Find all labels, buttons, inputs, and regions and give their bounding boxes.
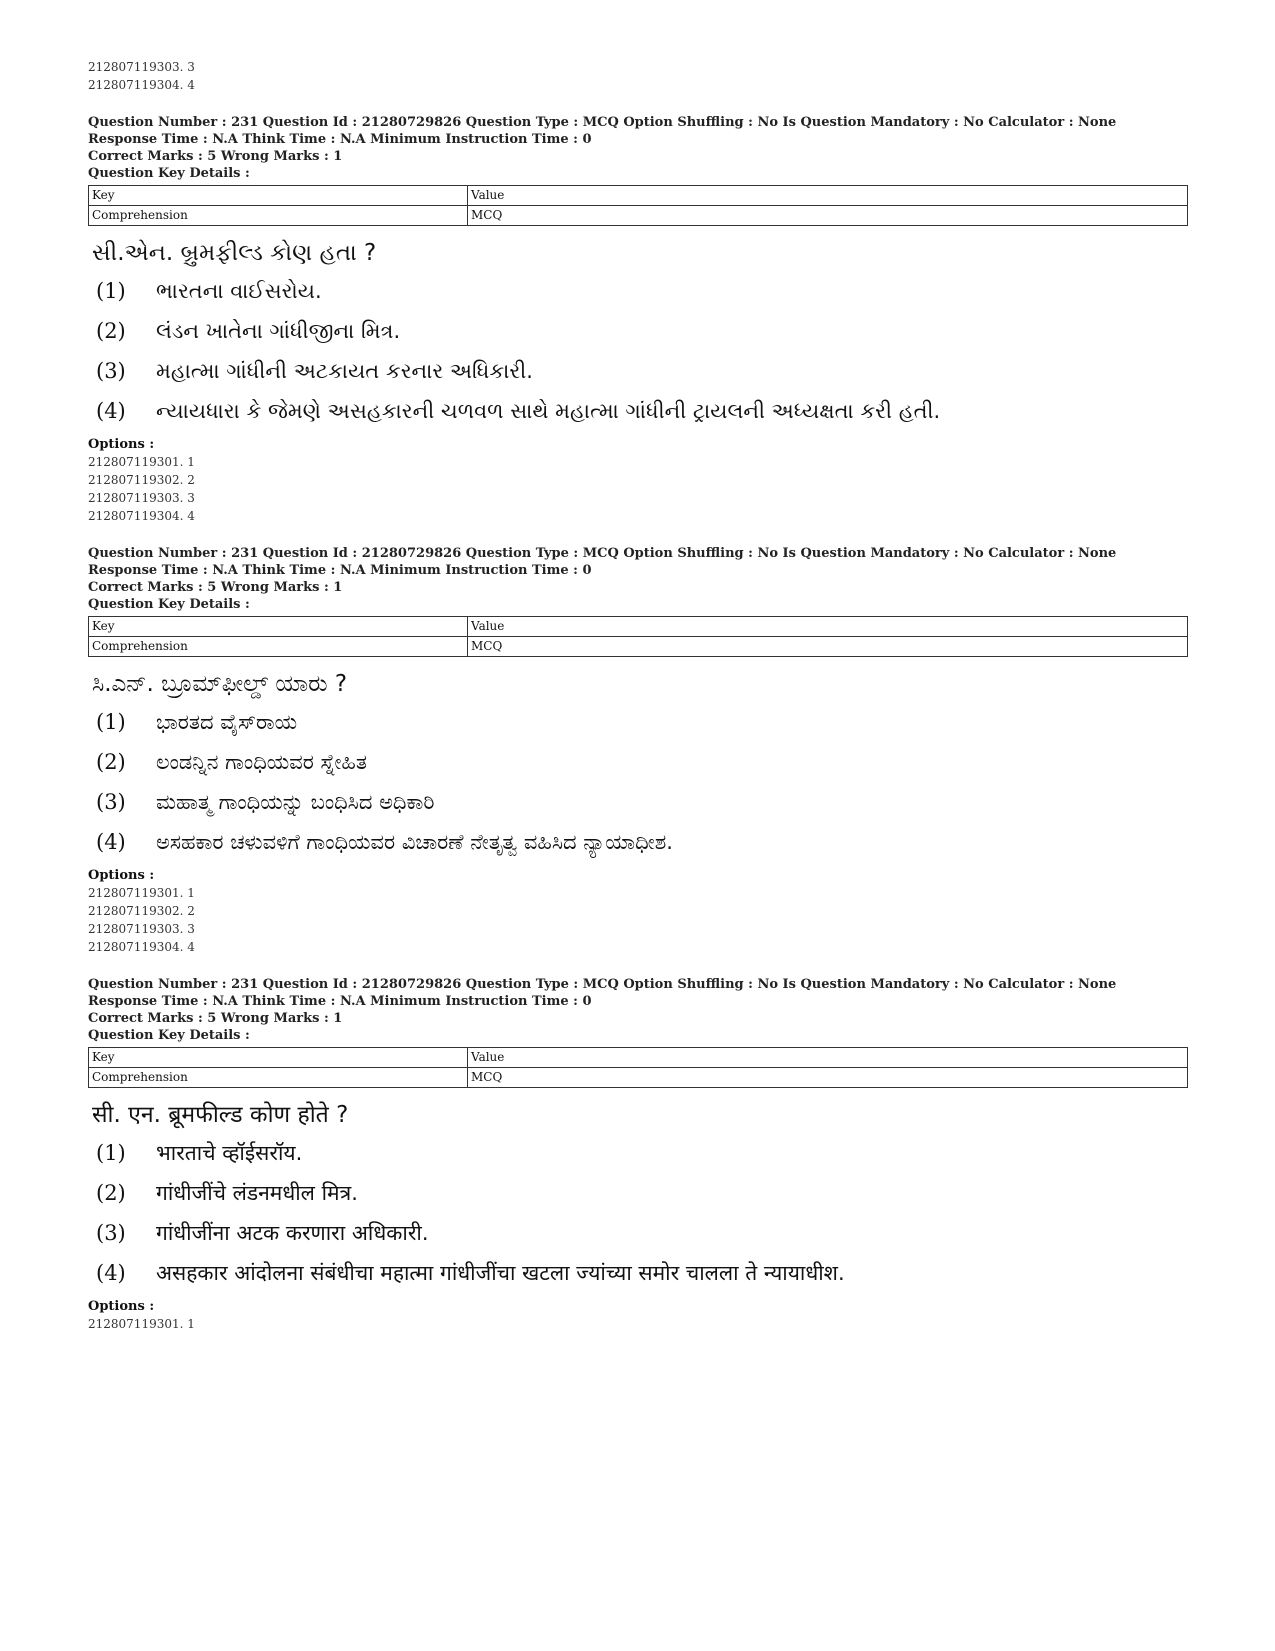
option-id-line: 212807119303. 3 [88, 922, 195, 936]
answer-option [96, 316, 1188, 346]
answer-option [96, 396, 1188, 426]
option-text: असहकार आंदोलना संबंधीचा महात्मा गांधीजींचा खटला ज्यांच्या समोर चालला ते न्यायाधीश. [156, 1261, 845, 1285]
option-number: (4) [96, 830, 126, 854]
key-value-table [88, 616, 1188, 657]
option-id-line: 212807119301. 1 [88, 886, 195, 900]
option-number: (4) [96, 1261, 126, 1285]
answer-option [96, 1258, 1188, 1288]
question-meta-line: Response Time : N.A Think Time : N.A Minimum Instruction Time : 0 [88, 563, 592, 578]
question-key-details-label: Question Key Details : [88, 166, 250, 181]
answer-option [96, 747, 1188, 777]
options-label: Options : [88, 437, 155, 452]
table-header-value: Value [468, 617, 1188, 637]
table-header-value: Value [468, 186, 1188, 206]
question-meta-line: Question Number : 231 Question Id : 21280729826 Question Type : MCQ Option Shuffling : No Is Question Mandatory : No Calculator : None [88, 115, 1117, 130]
option-number: (1) [96, 710, 126, 734]
answer-option [96, 1178, 1188, 1208]
options-label: Options : [88, 868, 155, 883]
table-header-key: Key [89, 617, 468, 637]
option-text: મહાત્મા ગાંધીની અટકાયત કરનાર અધિકારી. [156, 359, 533, 383]
option-text: ಭಾರತದ ವೈಸ್‌ರಾಯ [156, 710, 298, 734]
question-text: ಸಿ.ಎನ್. ಬ್ರೂಮ್‌ಫೀಲ್ಡ್ ಯಾರು ? [92, 671, 348, 697]
answer-option [96, 1218, 1188, 1248]
option-number: (2) [96, 750, 126, 774]
answer-option [96, 827, 1188, 857]
option-text: ಅಸಹಕಾರ ಚಳುವಳಿಗೆ ಗಾಂಧಿಯವರ ವಿಚಾರಣೆ ನೇತೃತ್ವ ವಹಿಸಿದ ನ್ಯಾಯಾಧೀಶ. [156, 830, 673, 854]
option-id-line: 212807119304. 4 [88, 78, 195, 92]
answer-option [96, 276, 1188, 306]
option-text: ભારતના વાઈસરોય. [156, 279, 322, 303]
answer-option [96, 356, 1188, 386]
option-number: (3) [96, 359, 126, 383]
option-text: भारताचे व्हॉईसरॉय. [156, 1141, 303, 1165]
question-meta-line: Question Number : 231 Question Id : 21280729826 Question Type : MCQ Option Shuffling : No Is Question Mandatory : No Calculator : None [88, 977, 1117, 992]
option-id-line: 212807119304. 4 [88, 940, 195, 954]
option-number: (4) [96, 399, 126, 423]
table-cell-key: Comprehension [89, 1068, 468, 1088]
table-cell-value: MCQ [468, 637, 1188, 657]
option-number: (1) [96, 1141, 126, 1165]
answer-option [96, 787, 1188, 817]
header-option-ids [88, 58, 1188, 94]
table-header-value: Value [468, 1048, 1188, 1068]
table-header-key: Key [89, 186, 468, 206]
question-meta-line: Response Time : N.A Think Time : N.A Minimum Instruction Time : 0 [88, 132, 592, 147]
option-text: ಮಹಾತ್ಮ ಗಾಂಧಿಯನ್ನು ಬಂಧಿಸಿದ ಅಧಿಕಾರಿ [156, 790, 435, 814]
question-key-details-label: Question Key Details : [88, 1028, 250, 1043]
table-cell-key: Comprehension [89, 637, 468, 657]
table-cell-value: MCQ [468, 206, 1188, 226]
option-number: (2) [96, 319, 126, 343]
option-text: ન્યાયધારા કે જેમણે અસહકારની ચળવળ સાથે મહાત્મા ગાંધીની ટ્રાયલની અધ્યક્ષતા કરી હતી. [156, 399, 941, 423]
option-text: गांधीजींचे लंडनमधील मित्र. [156, 1181, 358, 1205]
option-number: (3) [96, 1221, 126, 1245]
option-text: લંડન ખાતેના ગાંધીજીના મિત્ર. [156, 319, 401, 343]
question-marks: Correct Marks : 5 Wrong Marks : 1 [88, 1011, 343, 1026]
option-number: (3) [96, 790, 126, 814]
question-marks: Correct Marks : 5 Wrong Marks : 1 [88, 149, 343, 164]
options-label: Options : [88, 1299, 155, 1314]
question-key-details-label: Question Key Details : [88, 597, 250, 612]
key-value-table [88, 185, 1188, 226]
option-id-line: 212807119302. 2 [88, 473, 195, 487]
document-page [88, 58, 1188, 1333]
table-cell-value: MCQ [468, 1068, 1188, 1088]
question-text: सी. एन. ब्रूमफील्ड कोण होते ? [92, 1102, 349, 1128]
question-meta-line: Response Time : N.A Think Time : N.A Minimum Instruction Time : 0 [88, 994, 592, 1009]
question-block-gujarati [88, 114, 1188, 525]
option-id-line: 212807119304. 4 [88, 509, 195, 523]
key-value-table [88, 1047, 1188, 1088]
answer-option [96, 707, 1188, 737]
option-id-line: 212807119301. 1 [88, 1317, 195, 1331]
question-meta-line: Question Number : 231 Question Id : 21280729826 Question Type : MCQ Option Shuffling : No Is Question Mandatory : No Calculator : None [88, 546, 1117, 561]
option-text: गांधीजींना अटक करणारा अधिकारी. [156, 1221, 429, 1245]
option-text: ಲಂಡನ್ನಿನ ಗಾಂಧಿಯವರ ಸ್ನೇಹಿತ [156, 750, 367, 774]
option-number: (1) [96, 279, 126, 303]
option-id-line: 212807119303. 3 [88, 60, 195, 74]
option-id-line: 212807119303. 3 [88, 491, 195, 505]
question-text: સી.એન. બ્રુમફીલ્ડ કોણ હતા ? [92, 240, 377, 266]
table-header-key: Key [89, 1048, 468, 1068]
option-id-line: 212807119302. 2 [88, 904, 195, 918]
option-number: (2) [96, 1181, 126, 1205]
question-block-kannada [88, 545, 1188, 956]
table-cell-key: Comprehension [89, 206, 468, 226]
question-marks: Correct Marks : 5 Wrong Marks : 1 [88, 580, 343, 595]
question-block-marathi [88, 976, 1188, 1333]
option-id-line: 212807119301. 1 [88, 455, 195, 469]
answer-option [96, 1138, 1188, 1168]
